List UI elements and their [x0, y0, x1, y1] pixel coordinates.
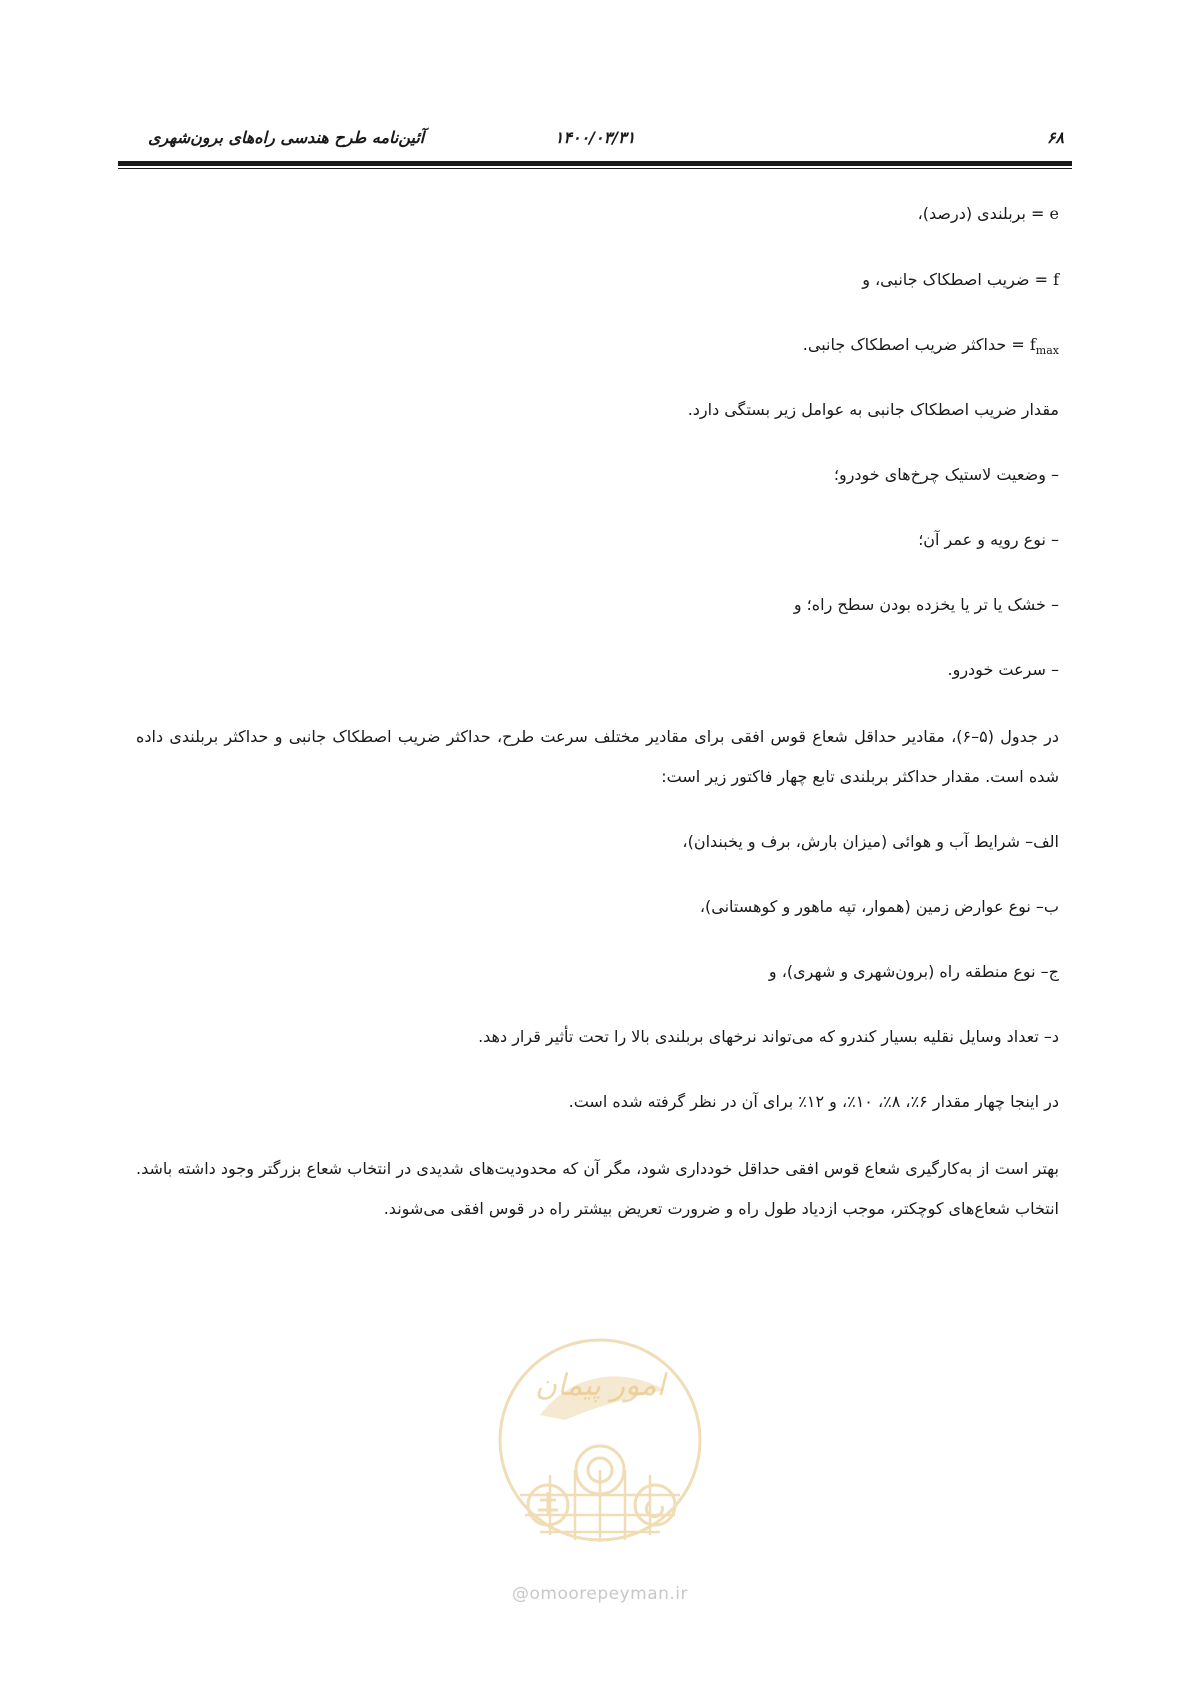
factor-item: – خشک یا تر یا یخزده بودن سطح راه؛ و [793, 595, 1059, 614]
list-item-be: ب– نوع عوارض زمین (هموار، تپه ماهور و کوهستانی)، [699, 897, 1059, 916]
factor-item: – وضعیت لاستیک چرخ‌های خودرو؛ [833, 465, 1059, 484]
definition-f: f = ضریب اصطکاک جانبی، و [862, 270, 1059, 289]
symbol-fmax: $f_{max}$ [1029, 335, 1059, 358]
table-paragraph: در جدول (۵–۶)، مقادیر حداقل شعاع قوس افقی برای مقادیر مختلف سرعت طرح، حداکثر ضریب اصطکاک جانبی و حداکثر بربلندی داده شده است. مقدار حداکثر بربلندی تابع چهار فاکتور زیر است: [136, 727, 1059, 786]
factor-item: – سرعت خودرو. [947, 660, 1059, 679]
definition-fmax: $f_{max}$ = حداکثر ضریب اصطکاک جانبی. [802, 335, 1059, 358]
watermark-logo [480, 1320, 720, 1640]
list-item-dal: د– تعداد وسایل نقلیه بسیار کندرو که می‌تواند نرخهای بربلندی بالا را تحت تأثیر قرار دهد. [478, 1027, 1059, 1046]
document-date: ۱۴۰۰/۰۳/۳۱ [554, 128, 636, 147]
definition-e: e = بربلندی (درصد)، [917, 204, 1059, 223]
symbol-e: e [1049, 204, 1059, 223]
symbol-f: f [1053, 270, 1059, 289]
list-item-jim: ج– نوع منطقه راه (برون‌شهری و شهری)، و [768, 962, 1059, 981]
definition-f-text: ضریب اصطکاک جانبی، و [862, 270, 1030, 289]
list-item-alef: الف– شرایط آب و هوائی (میزان بارش، برف و یخبندان)، [682, 832, 1059, 851]
watermark-url: @omoorepeyman.ir [511, 1584, 689, 1604]
omoorepeyman-logo-icon [480, 1320, 720, 1570]
header-rule [118, 161, 1072, 166]
page-number: ۶۸ [1046, 128, 1064, 147]
svg-text:امور پیمان: امور پیمان [535, 1368, 665, 1403]
definition-fmax-text: حداکثر ضریب اصطکاک جانبی. [802, 335, 1007, 354]
page-header [118, 128, 1072, 160]
values-line: در اینجا چهار مقدار ۶٪، ۸٪، ۱۰٪، و ۱۲٪ برای آن در نظر گرفته شده است. [568, 1092, 1059, 1111]
header-rule-thin [118, 168, 1072, 169]
definition-e-text: بربلندی (درصد)، [917, 204, 1026, 223]
factors-intro: مقدار ضریب اصطکاک جانبی به عوامل زیر بستگی دارد. [687, 400, 1059, 419]
document-title: آئین‌نامه طرح هندسی راه‌های برون‌شهری [148, 128, 425, 147]
final-paragraph: بهتر است از به‌کارگیری شعاع قوس افقی حداقل خودداری شود، مگر آن که محدودیت‌های شدیدی در انتخاب شعاع بزرگتر وجود داشته باشد. انتخاب شعاع‌های کوچکتر، موجب ازدیاد طول راه و ضرورت تعریض بیشتر راه در قوس افقی می‌شوند. [136, 1159, 1059, 1218]
factor-item: – نوع رویه و عمر آن؛ [918, 530, 1059, 549]
